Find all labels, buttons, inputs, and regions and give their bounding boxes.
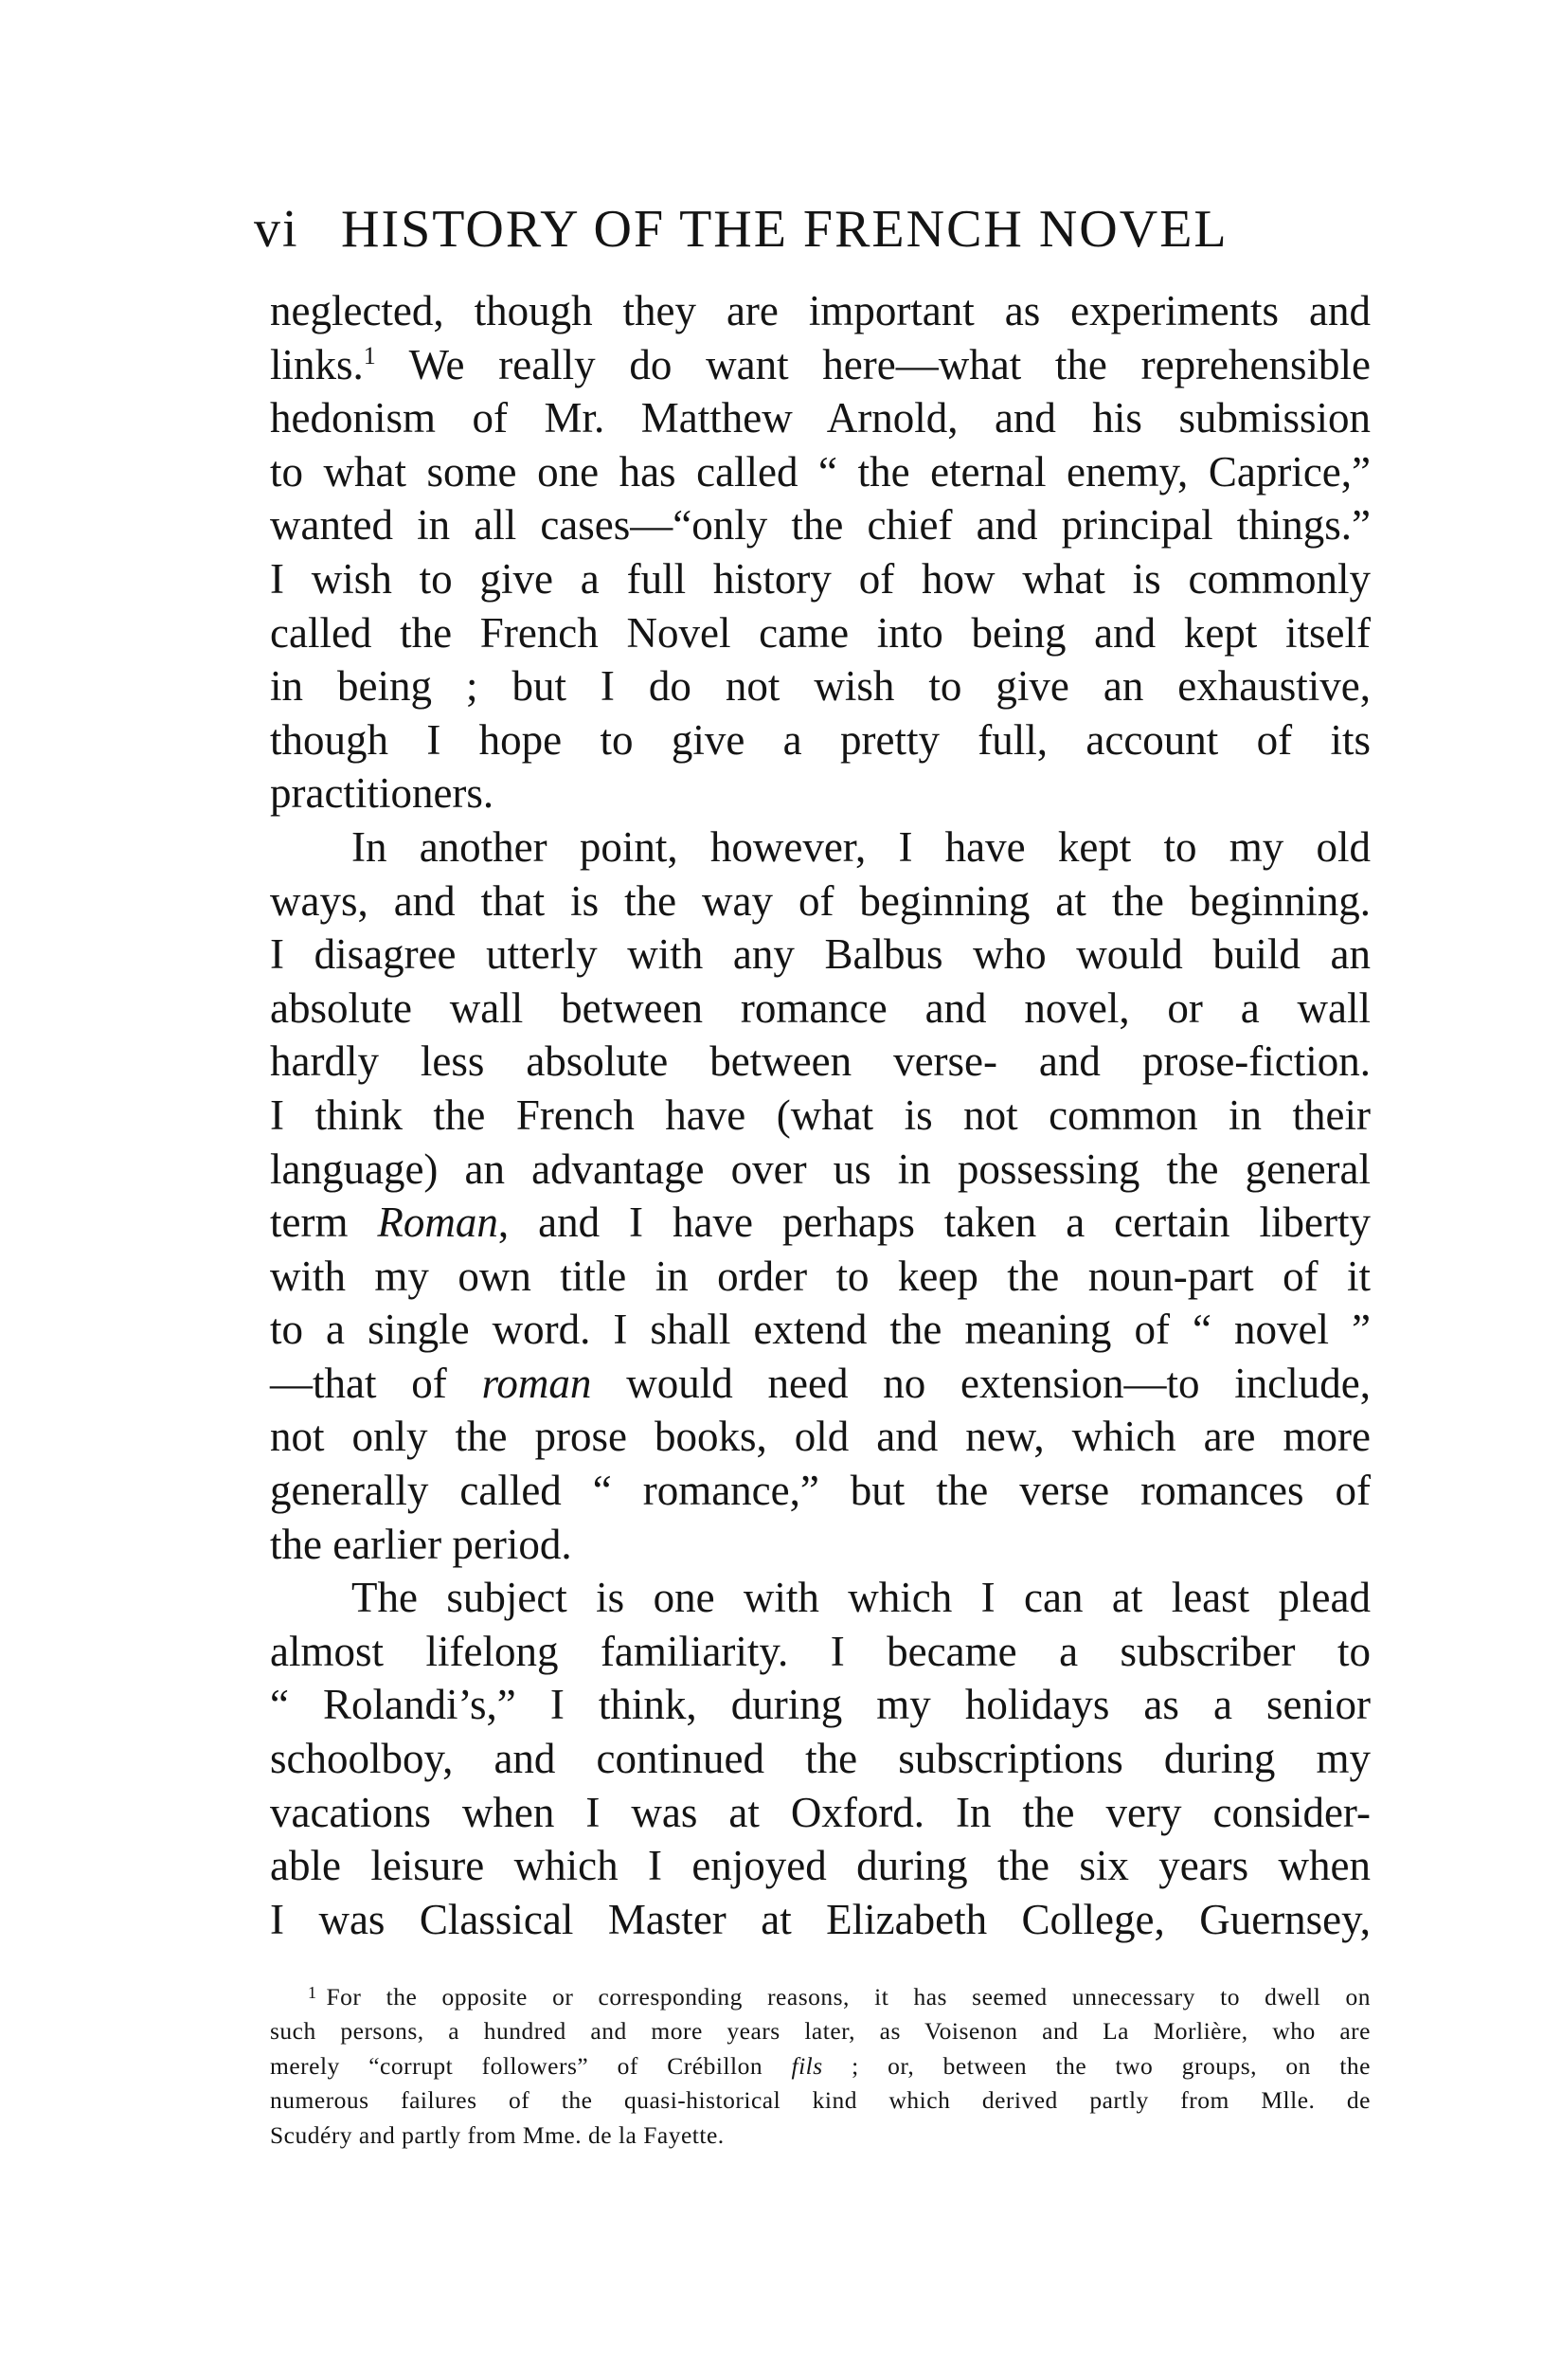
paragraph-3 xyxy=(270,1571,1371,1946)
text-line: the earlier period. xyxy=(270,1520,572,1568)
body-text xyxy=(270,284,1371,1946)
text-line: hardly less absolute between verse- and prose-fiction. xyxy=(270,1037,1371,1086)
text-line xyxy=(270,338,1371,392)
text-run: —that of xyxy=(270,1359,482,1407)
text-run: would need no extension—to include, xyxy=(591,1359,1371,1407)
running-header xyxy=(254,199,1315,260)
paragraph-1 xyxy=(270,284,1371,820)
footnote-line: such persons, a hundred and more years later, as Voisenon and La Morlière, who are xyxy=(270,2017,1371,2046)
text-line: not only the prose books, old and new, which are more xyxy=(270,1413,1371,1461)
text-run: , and I have perhaps taken a certain liberty xyxy=(497,1199,1371,1247)
text-line: I was Classical Master at Elizabeth College, Guernsey, xyxy=(270,1895,1371,1943)
text-line: In another point, however, I have kept to my old xyxy=(351,822,1371,871)
footnote-line: numerous failures of the quasi-historical kind which derived partly from Mlle. de xyxy=(270,2086,1371,2115)
text-run: We really do want here—what the reprehensible xyxy=(375,340,1371,388)
italic-term: roman xyxy=(481,1359,592,1407)
text-run: ; or, between the two groups, on the xyxy=(822,2051,1371,2080)
text-line: schoolboy, and continued the subscriptions during my xyxy=(270,1735,1371,1783)
text-line: though I hope to give a pretty full, account of its xyxy=(270,715,1371,764)
text-line: almost lifelong familiarity. I became a subscriber to xyxy=(270,1627,1371,1675)
page-number: vi xyxy=(254,200,299,259)
text-line: generally called “ romance,” but the verse romances of xyxy=(270,1467,1371,1515)
text-line: able leisure which I enjoyed during the six years when xyxy=(270,1842,1371,1890)
text-line: language) an advantage over us in possessing the general xyxy=(270,1145,1371,1193)
footnote-marker: 1 xyxy=(308,1983,317,2002)
text-line: in being ; but I do not wish to give an exhaustive, xyxy=(270,662,1371,711)
text-line: The subject is one with which I can at least plead xyxy=(351,1574,1371,1622)
italic-term: fils xyxy=(791,2051,823,2080)
text-line: to what some one has called “ the eternal enemy, Caprice,” xyxy=(270,447,1371,496)
footnote-line xyxy=(270,2049,1371,2083)
text-line: practitioners. xyxy=(270,769,494,818)
text-run: merely “corrupt followers” of Crébillon xyxy=(270,2051,792,2080)
text-line: to a single word. I shall extend the meaning of “ novel ” xyxy=(270,1306,1371,1354)
text-line xyxy=(270,1196,1371,1250)
text-line: ways, and that is the way of beginning at the beginning. xyxy=(270,876,1371,925)
text-line: wanted in all cases—“only the chief and principal things.” xyxy=(270,501,1371,550)
footnote xyxy=(270,1980,1371,2153)
text-line: I wish to give a full history of how what is commonly xyxy=(270,554,1371,603)
text-run: term xyxy=(270,1199,378,1247)
paragraph-2 xyxy=(270,820,1371,1571)
text-line: with my own title in order to keep the noun-part of it xyxy=(270,1252,1371,1300)
footnote-line: Scudéry and partly from Mme. de la Fayette. xyxy=(270,2120,725,2149)
text-run: For the opposite or corresponding reasons, it has seemed unnecessary to dwell on xyxy=(326,1983,1371,2010)
footnote-reference: 1 xyxy=(363,341,376,370)
text-line: neglected, though they are important as experiments and xyxy=(270,287,1371,334)
text-line: “ Rolandi’s,” I think, during my holidays as a senior xyxy=(270,1681,1371,1729)
text-line: vacations when I was at Oxford. In the very consider- xyxy=(270,1788,1371,1836)
text-line: I think the French have (what is not common in their xyxy=(270,1091,1371,1139)
italic-term: Roman xyxy=(377,1199,498,1247)
running-title: HISTORY OF THE FRENCH NOVEL xyxy=(341,200,1229,259)
text-line: I disagree utterly with any Balbus who would build an xyxy=(270,930,1371,979)
text-line: absolute wall between romance and novel, or a wall xyxy=(270,983,1371,1032)
text-run: links. xyxy=(270,340,364,388)
text-line xyxy=(270,1357,1371,1411)
text-line: hedonism of Mr. Matthew Arnold, and his submission xyxy=(270,394,1371,442)
footnote-line xyxy=(270,1980,1371,2014)
text-line: called the French Novel came into being and kept itself xyxy=(270,608,1371,657)
